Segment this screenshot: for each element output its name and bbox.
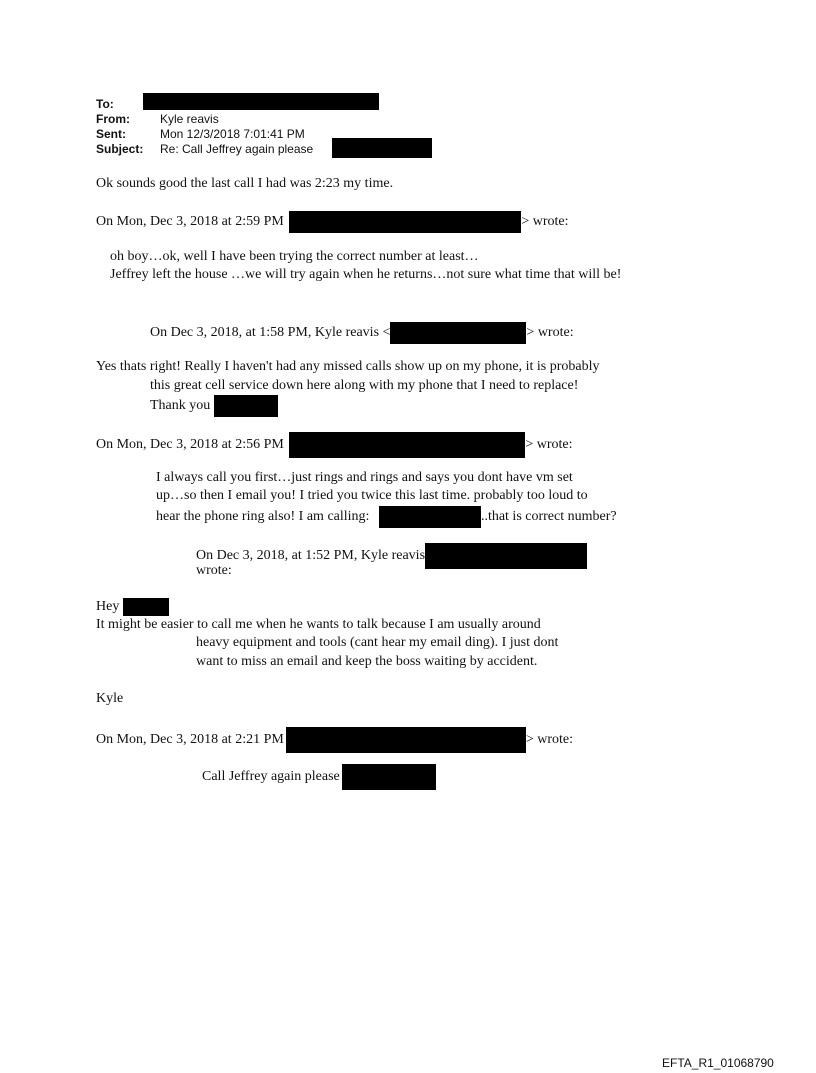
quote-intro-text: On Mon, Dec 3, 2018 at 2:56 PM [96,437,284,453]
email-header [96,97,696,157]
quote-intro-text: On Mon, Dec 3, 2018 at 2:59 PM [96,214,284,230]
quoted-line: Jeffrey left the house …we will try again when he returns…not sure what time that will be! [110,267,622,282]
quote-intro-text: > wrote: [526,325,574,341]
quote-intro [96,211,569,233]
quoted-line: It might be easier to call me when he wants to talk because I am usually around [96,617,541,632]
quote-intro [196,543,587,569]
subject-value: Re: Call Jeffrey again please [160,142,314,156]
quote-intro [150,322,574,344]
quote-intro-text: > wrote: [525,732,573,748]
redaction-bar [286,727,526,753]
quote-intro-text: On Mon, Dec 3, 2018 at 2:21 PM [96,732,284,748]
document-id: EFTA_R1_01068790 [662,1056,774,1070]
quote-intro-text: On Dec 3, 2018, at 1:58 PM, Kyle reavis < [150,325,391,341]
quoted-line [202,764,436,790]
quote-intro-text: On Dec 3, 2018, at 1:52 PM, Kyle reavis [196,548,426,564]
redaction-bar [123,598,169,616]
quoted-text: Call Jeffrey again please [202,769,340,785]
signature: Kyle [96,691,124,706]
quote-intro [96,432,573,458]
quoted-line [96,598,169,616]
quoted-line: Yes thats right! Really I haven't had any missed calls show up on my phone, it is probably [96,359,600,374]
reply-text: Ok sounds good the last call I had was 2:23 my time. [96,176,394,191]
quote-intro-text: wrote: [196,563,232,578]
sent-label: Sent: [96,127,126,141]
quoted-line [156,506,617,528]
subject-label: Subject: [96,142,144,156]
quoted-line: want to miss an email and keep the boss waiting by accident. [196,654,538,669]
redaction-bar [214,395,278,417]
redaction-bar [289,432,525,458]
subject-row [96,142,696,157]
quoted-text: ..that is correct number? [480,509,617,525]
redaction-bar [332,138,432,158]
redaction-bar [425,543,587,569]
quoted-text: hear the phone ring also! I am calling: [156,509,370,525]
from-value: Kyle reavis [160,112,219,126]
quoted-text: Hey [96,599,120,615]
to-row [96,97,696,112]
quoted-line: this great cell service down here along with my phone that I need to replace! [150,378,579,393]
redaction-bar [342,764,436,790]
redaction-bar [289,211,521,233]
from-row [96,112,696,127]
redaction-bar [390,322,526,344]
quote-intro [96,727,573,753]
quote-intro-text: > wrote: [525,437,573,453]
sent-value: Mon 12/3/2018 7:01:41 PM [160,127,305,141]
redaction-bar [379,506,481,528]
quote-intro-text: > wrote: [521,214,569,230]
redaction-bar [143,93,379,110]
quoted-line: heavy equipment and tools (cant hear my email ding). I just dont [196,635,559,650]
quoted-text: Thank you [150,398,211,414]
quoted-line: up…so then I email you! I tried you twice this last time. probably too loud to [156,488,588,503]
from-label: From: [96,112,130,126]
quoted-line: I always call you first…just rings and rings and says you dont have vm set [156,470,573,485]
to-label: To: [96,97,114,111]
quoted-line [150,395,278,417]
quoted-line: oh boy…ok, well I have been trying the correct number at least… [110,249,479,264]
